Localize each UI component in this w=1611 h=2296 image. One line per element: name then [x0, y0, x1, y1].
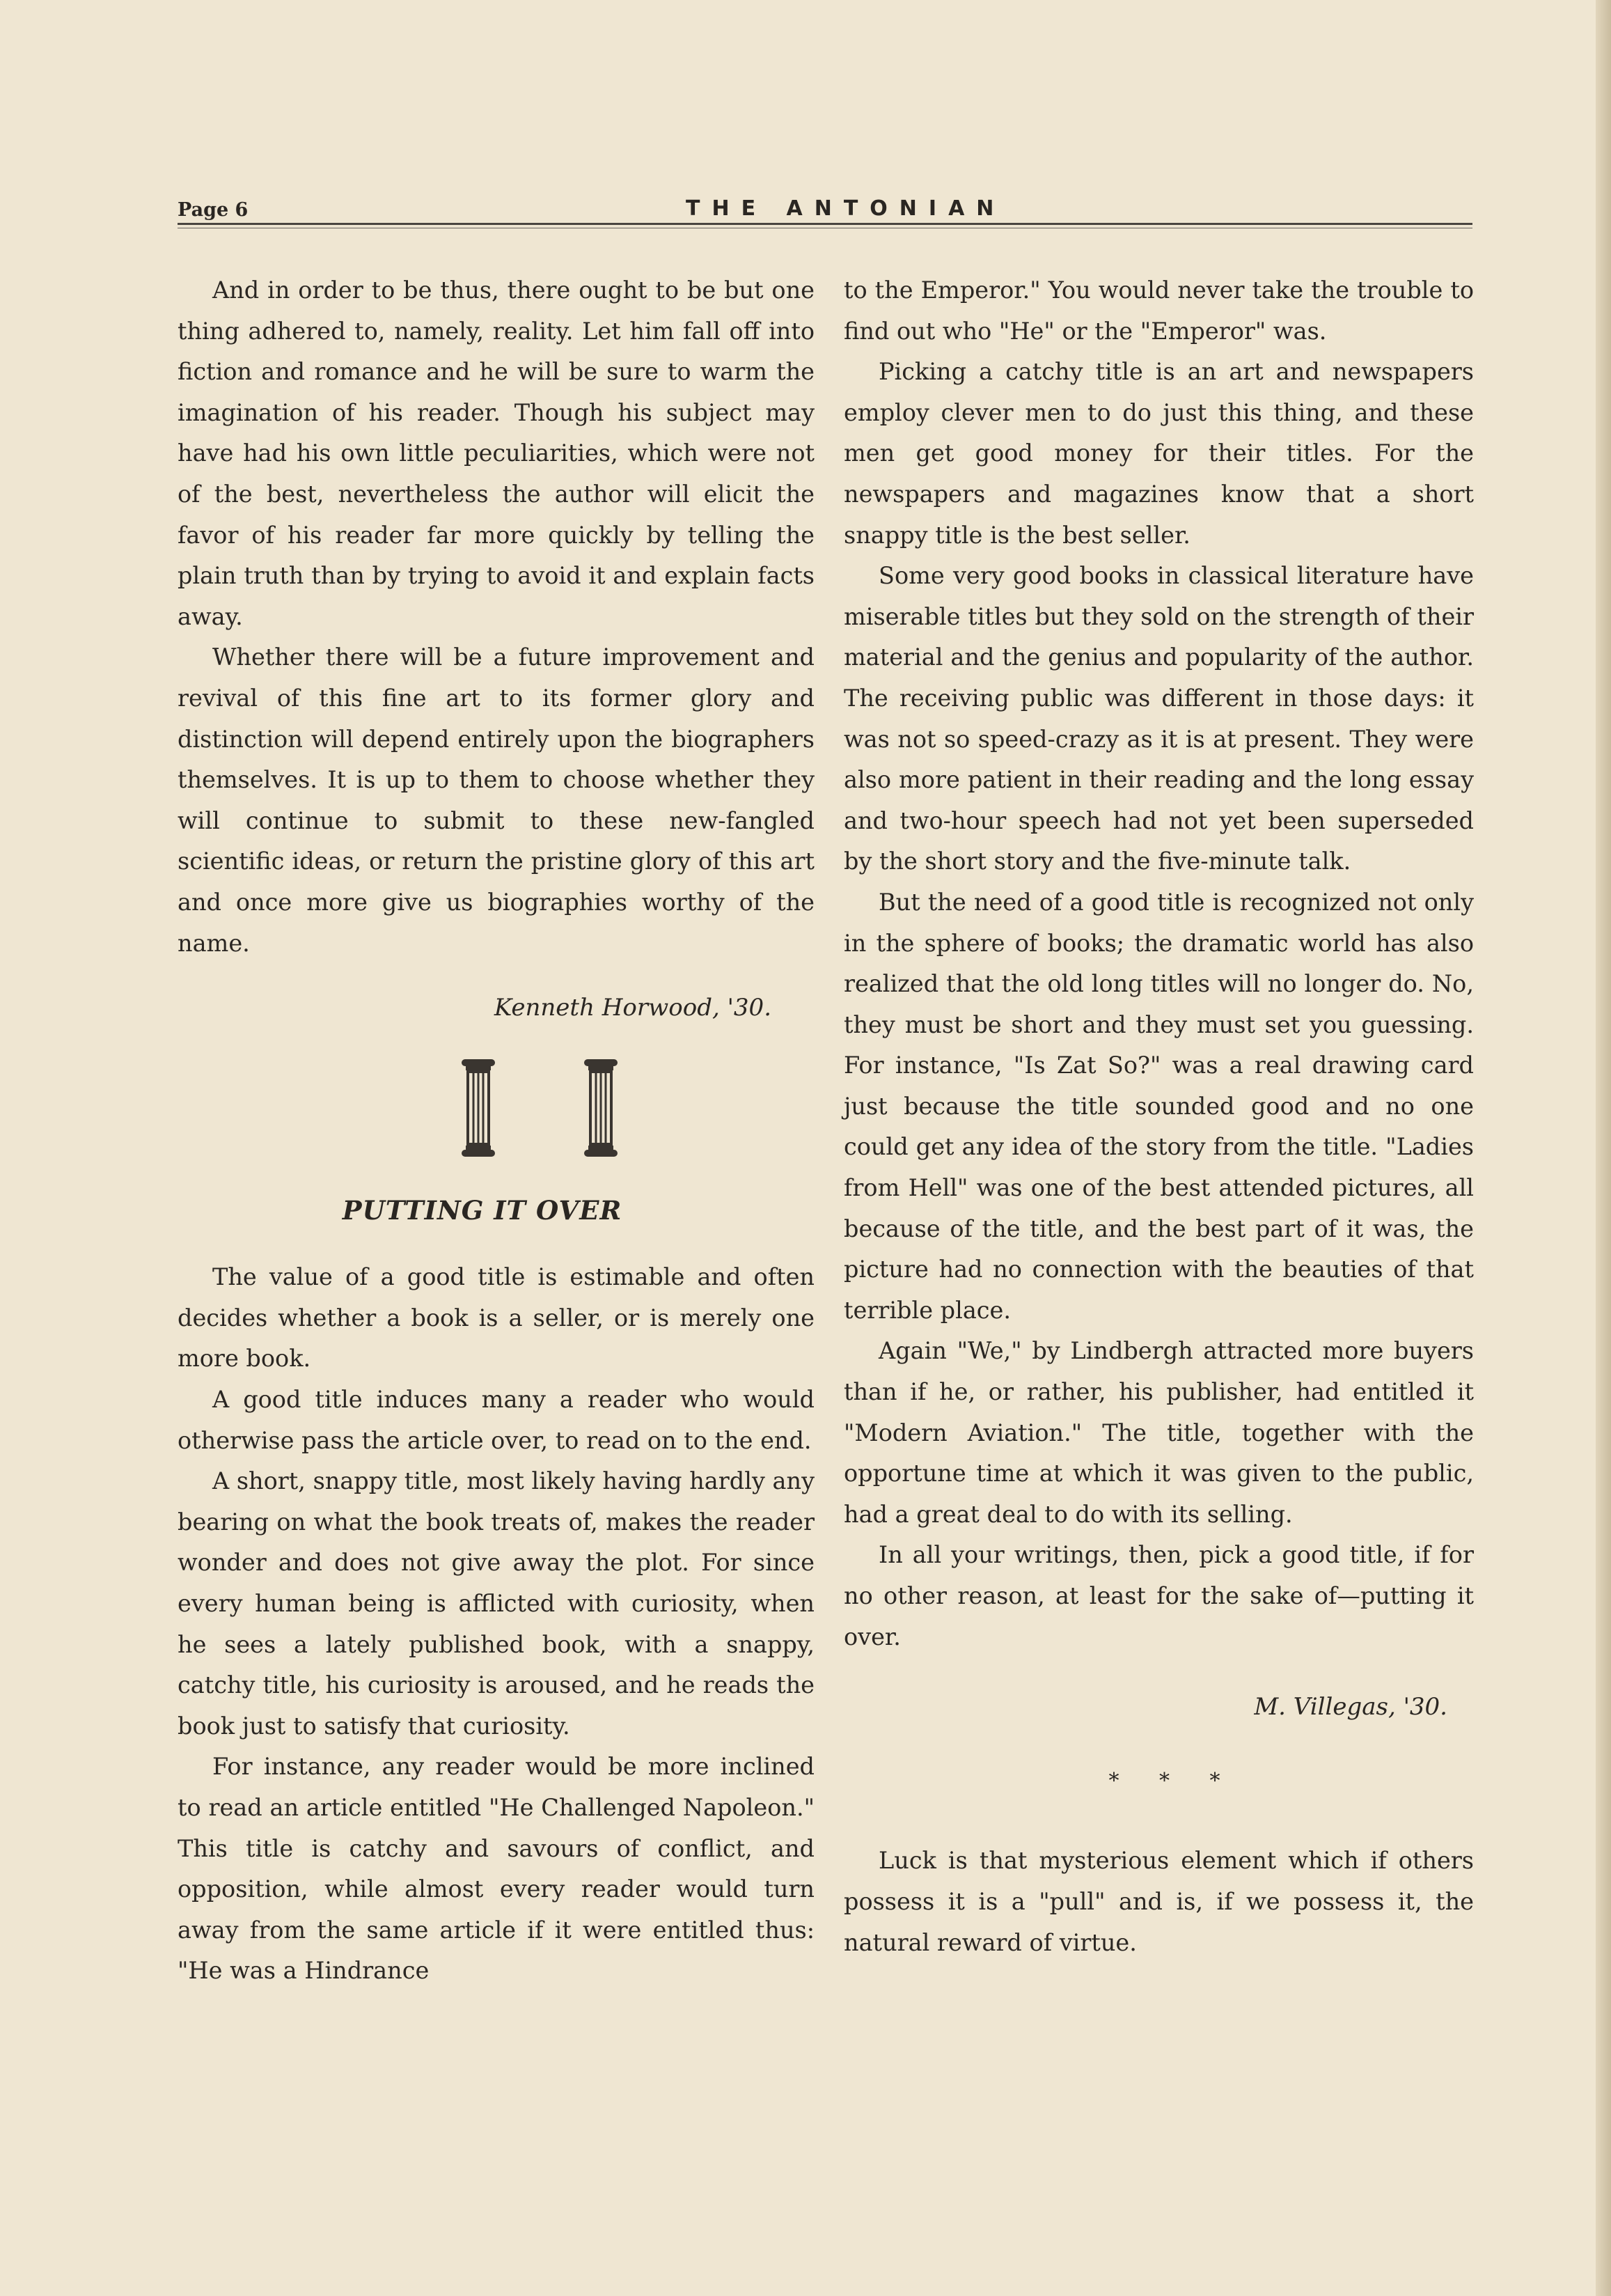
paragraph: But the need of a good title is recognized not only in the sphere of books; the dramatic world has also realized that the old long titles will no longer do. No, they must be short and they must set you guessing. For instance, "Is Zat So?" was a real drawing card just because the title sounded good and no one could get any idea of the story from the title. "Ladies from Hell" was one of the best attended pictures, all because of the title, and the best part of it was, the picture had no connection with the beauties of that terrible place.	[844, 888, 1474, 1324]
column-ornaments	[178, 1058, 815, 1176]
paragraph: For instance, any reader would be more inclined to read an article entitled "He Challenged Napoleon." This title is catchy and savours of conflict, and opposition, while almost every reader would turn away from the same article if it were entitled thus: "He was a Hindrance	[178, 1753, 815, 1985]
paragraph: Picking a catchy title is an art and newspapers employ clever men to do just this thing, and these men get good money for their titles. For the newspapers and magazines know that a short snappy title is the best seller.	[844, 358, 1474, 549]
author-signature: M. Villegas, '30.	[1254, 1693, 1447, 1721]
page-edge	[1596, 0, 1611, 2296]
paragraph: And in order to be thus, there ought to be but one thing adhered to, namely, reality. Let him fall off into fiction and romance and he will be sure to warm the imagination of his reader. Though his subject may have had his own little peculiarities, which were not of the best, nevertheless the author will elicit the favor of his reader far more quickly by telling the plain truth than by trying to avoid it and explain facts away.	[178, 276, 815, 630]
paragraph: Some very good books in classical literature have miserable titles but they sold on the strength of their material and the genius and popularity of the author. The receiving public was different in those days: it was not so speed-crazy as it is at present. They were also more patient in their reading and the long essay and two-hour speech had not yet been superseded by the short story and the five-minute talk.	[844, 562, 1474, 875]
paragraph: Whether there will be a future improvement and revival of this fine art to its former glory and distinction will depend entirely upon the biographers themselves. It is up to them to choose whether they will continue to submit to these new-fangled scientific ideas, or return the pristine glory of this art and once more give us biographies worthy of the name.	[178, 643, 815, 957]
article-title: PUTTING IT OVER	[342, 1194, 622, 1226]
paragraph: to the Emperor." You would never take the trouble to find out who "He" or the "Emperor" was.	[844, 276, 1474, 345]
paragraph: The value of a good title is estimable and often decides whether a book is a seller, or is merely one more book.	[178, 1263, 815, 1373]
masthead: THE ANTONIAN	[686, 196, 1006, 221]
paragraph: A short, snappy title, most likely having hardly any bearing on what the book treats of, makes the reader wonder and does not give away the plot. For since every human being is afflicted with curiosity, when he sees a lately published book, with a snappy, catchy title, his curiosity is aroused, and he reads the book just to satisfy that curiosity.	[178, 1467, 815, 1740]
page-header	[178, 196, 1472, 224]
paragraph: Again "We," by Lindbergh attracted more buyers than if he, or rather, his publisher, had entitled it "Modern Aviation." The title, together with the opportune time at which it was given to the public, had a great deal to do with its selling.	[844, 1337, 1474, 1528]
author-signature: Kenneth Horwood, '30.	[494, 994, 771, 1022]
right-column	[844, 270, 1474, 1963]
section-separator: * * *	[1108, 1768, 1237, 1793]
column-ornament-icon	[457, 1058, 499, 1159]
column-ornament-icon	[580, 1058, 622, 1159]
header-rule	[178, 223, 1472, 225]
paragraph: A good title induces many a reader who would otherwise pass the article over, to read on to the end.	[178, 1386, 815, 1454]
paragraph: In all your writings, then, pick a good title, if for no other reason, at least for the sake of—putting it over.	[844, 1541, 1474, 1650]
left-column	[178, 270, 815, 1992]
page-number: Page 6	[178, 199, 249, 221]
paragraph: Luck is that mysterious element which if others possess it is a "pull" and is, if we possess it, the natural reward of virtue.	[844, 1847, 1474, 1956]
